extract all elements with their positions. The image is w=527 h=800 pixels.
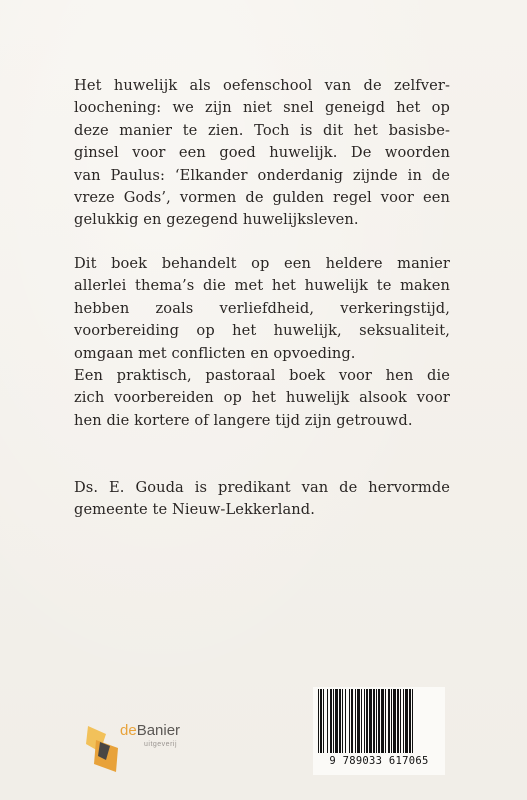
barcode-bar [351,689,353,753]
barcode-bar [412,689,413,753]
text-line: loochening: we zijn niet snel geneigd het op [74,99,450,117]
barcode-bar [369,689,372,753]
text-line: omgaan met conflicten en opvoeding. [74,344,356,362]
barcode-bar [349,689,350,753]
text-line: van Paulus: ‘Elkander onderdanig zijnde in de [74,166,450,184]
barcode-bar [355,689,356,753]
publisher-prefix: de [120,722,137,739]
text-line: ginsel voor een goed huwelijk. De woorden [74,144,450,162]
text-line: zich voorbereiden op het huwelijk alsook voor [74,389,450,407]
barcode-bar [339,689,341,753]
barcode-bar [320,689,322,753]
publisher-name-main: Banier [136,722,181,739]
barcode-bar [405,689,408,753]
publisher-subtitle: uitgeverij [144,741,178,748]
text-line: vreze Gods’, vormen de gulden regel voor een [74,189,450,207]
text-line: Dit boek behandelt op een heldere manier [74,255,450,272]
barcode-bars [318,689,440,755]
barcode-bar [323,689,324,753]
barcode-bar [357,689,360,753]
text-line: gemeente te Nieuw-Lekkerland. [74,501,315,519]
barcode-bar [381,689,384,753]
barcode-bar [318,689,319,753]
barcode-bar [403,689,404,753]
barcode-bar [400,689,401,753]
barcode-bar [333,689,334,753]
text-line: allerlei thema’s die met het huwelijk te maken [74,277,450,295]
barcode-bar [409,689,411,753]
text-line: deze manier te zien. Toch is dit het basisbe- [74,121,450,139]
text-line: hen die kortere of langere tijd zijn getrouwd. [74,411,413,429]
text-line: Ds. E. Gouda is predikant van de hervormde [74,479,450,496]
blurb-paragraph-content [74,253,450,432]
blurb-paragraph-intro [74,75,450,232]
barcode-bar [342,689,343,753]
text-line: voorbereiding op het huwelijk, seksualiteit, [74,322,450,340]
author-bio [74,477,450,522]
barcode-bar [388,689,390,753]
barcode-bar [361,689,362,753]
barcode-bar [366,689,368,753]
publisher-name [120,722,180,739]
barcode-bar [385,689,386,753]
barcode-bar [327,689,328,753]
isbn-barcode [313,687,445,775]
barcode-number: 9 789033 617065 [329,755,429,767]
text-line: gelukkig en gezegend huwelijksleven. [74,211,359,229]
barcode-bar [364,689,365,753]
barcode-bar [373,689,375,753]
text-line: Een praktisch, pastoraal boek voor hen die [74,367,450,385]
barcode-bar [335,689,338,753]
barcode-bar [376,689,377,753]
barcode-bar [330,689,332,753]
barcode-bar [378,689,380,753]
text-line: hebben zoals verliefdheid, verkeringstijd, [74,299,450,317]
barcode-bar [393,689,396,753]
barcode-bar [345,689,346,753]
barcode-bar [397,689,399,753]
publisher-logo [86,722,196,774]
barcode-bar [391,689,392,753]
text-line: Het huwelijk als oefenschool van de zelfver- [74,77,450,94]
